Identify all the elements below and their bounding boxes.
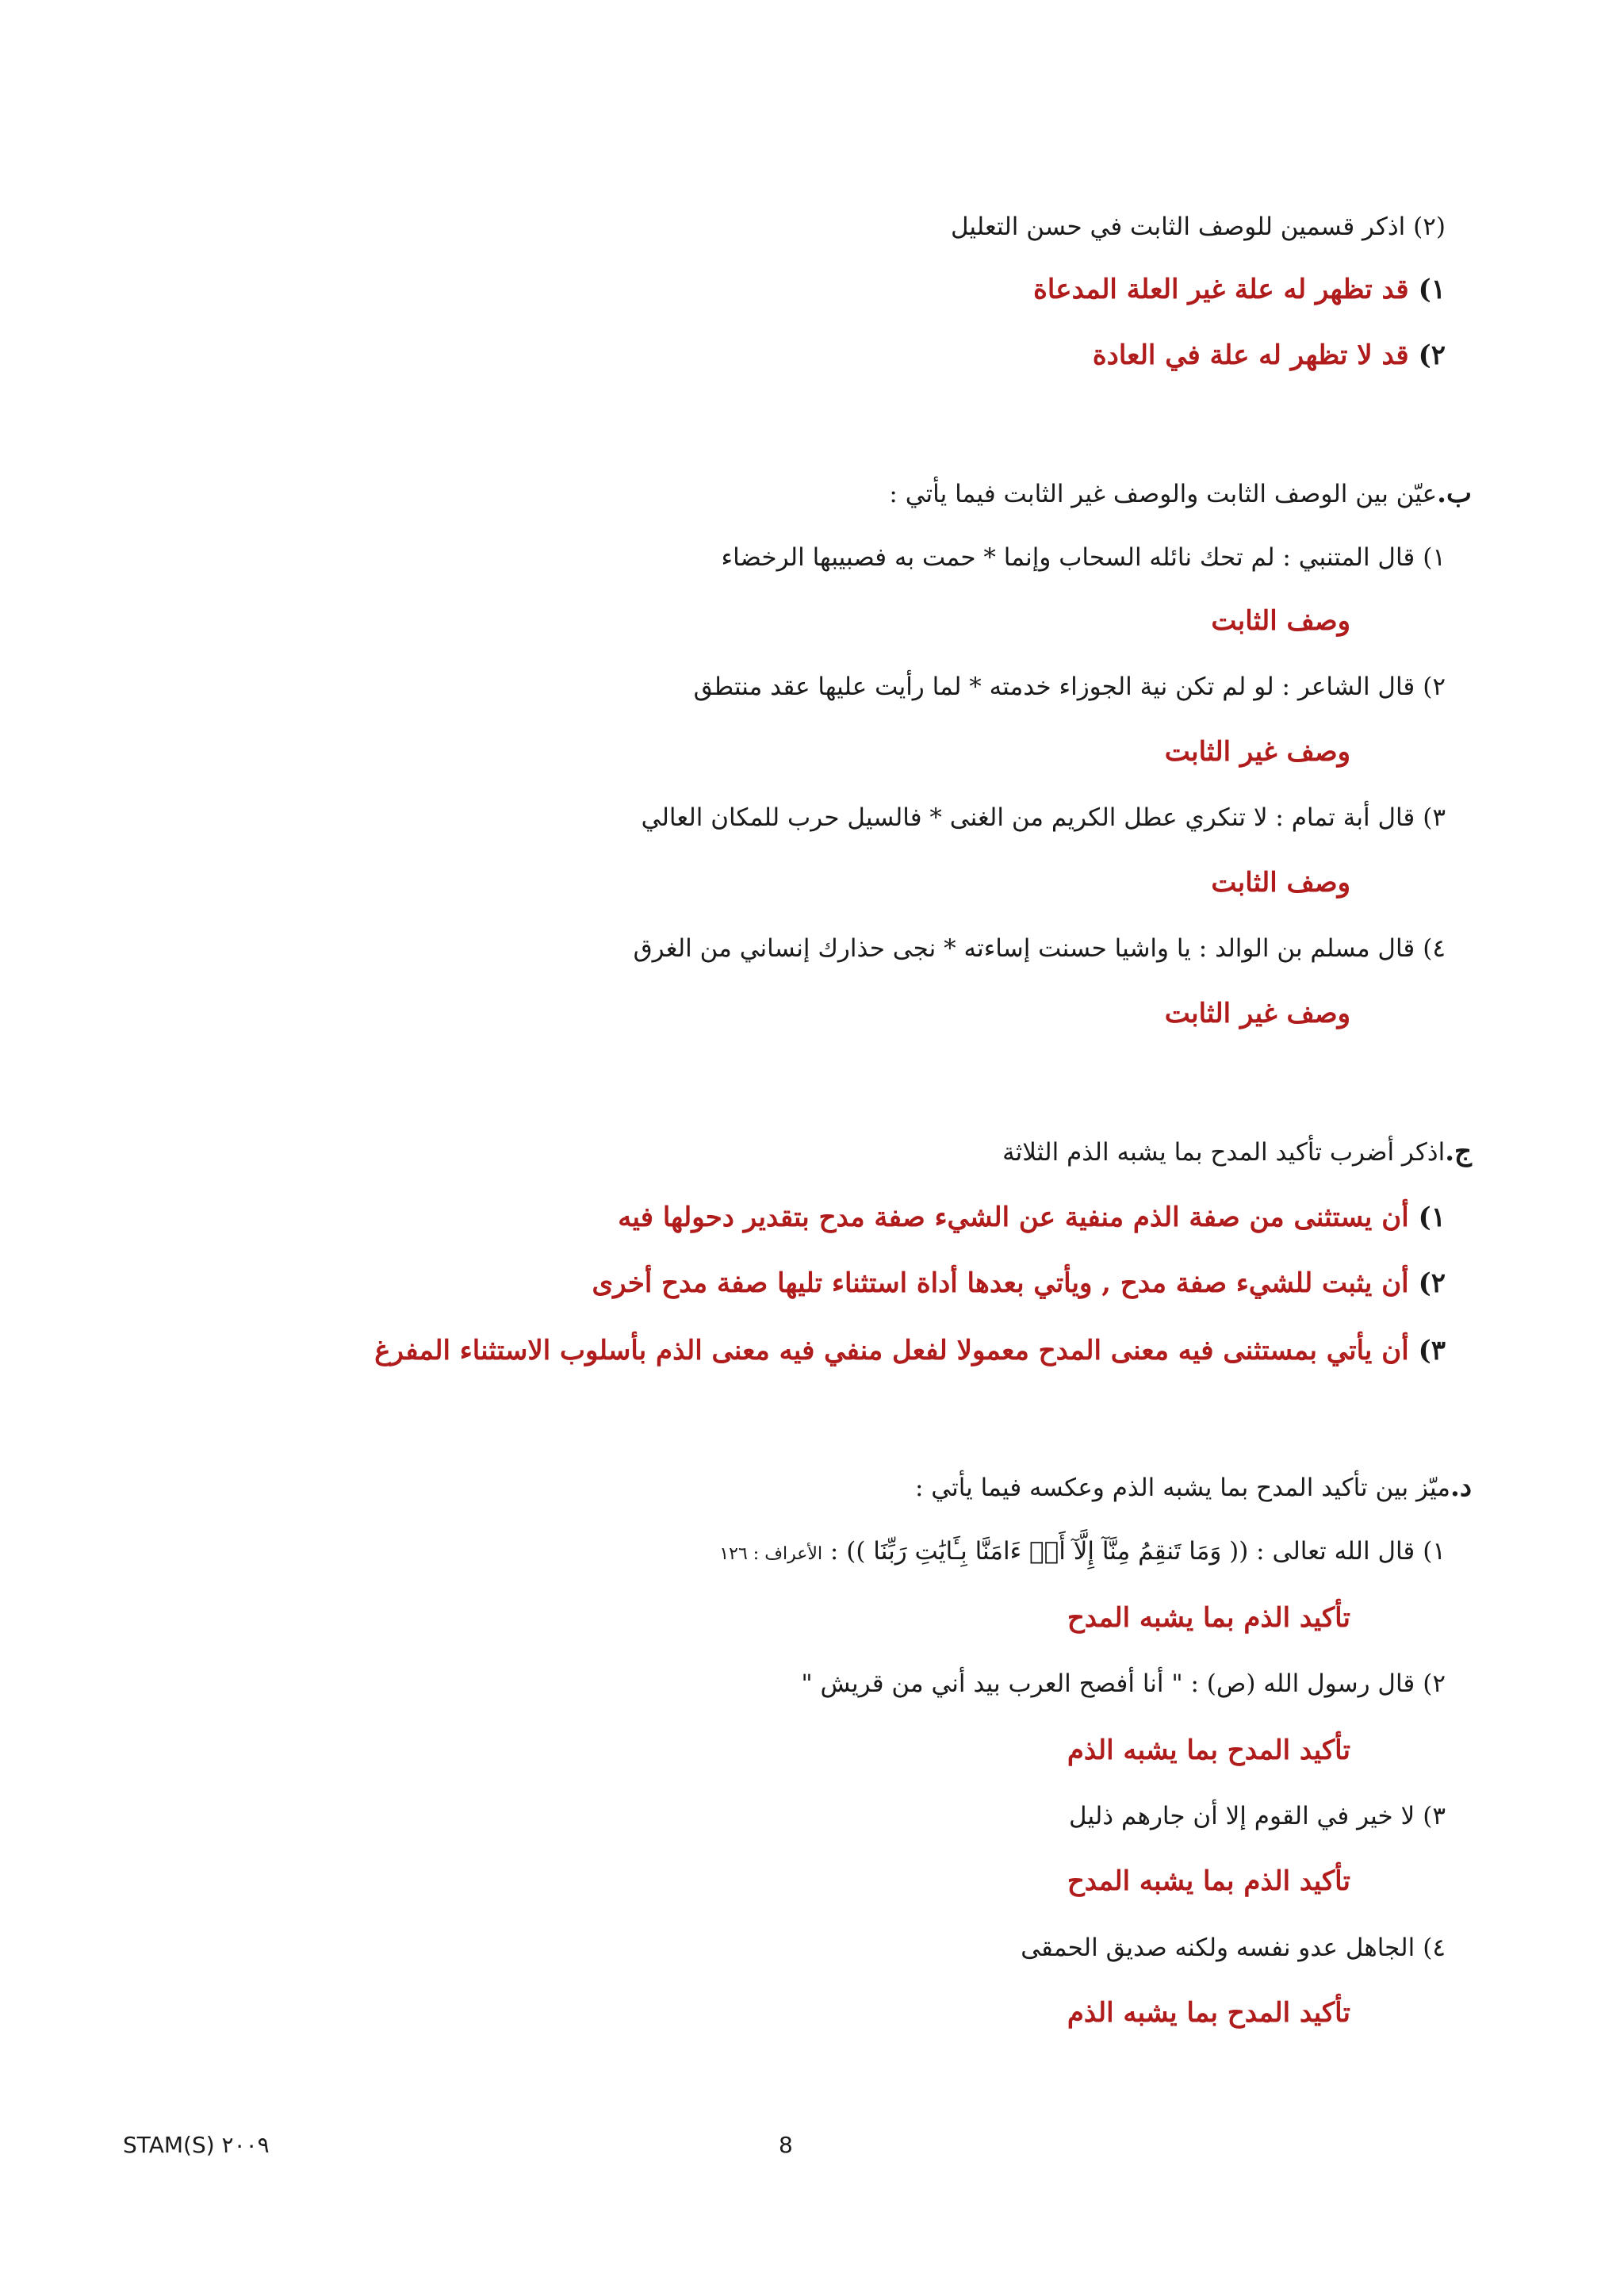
item-number: ١) — [1423, 543, 1446, 572]
answer-d-3: تأكيد الذم بما يشبه المدح — [1067, 1865, 1350, 1897]
question-c-heading — [1002, 1136, 1472, 1168]
answer-text: أن يستثنى من صفة الذم منفية عن الشيء صفة مدح بتقدير دحولها فيه — [618, 1202, 1409, 1233]
answer-c-3 — [374, 1335, 1446, 1367]
item-number: ٣) — [1423, 803, 1446, 832]
answer-d-4: تأكيد المدح بما يشبه الذم — [1067, 1997, 1350, 2029]
answer-c-1 — [618, 1202, 1446, 1234]
question-b-heading — [889, 477, 1472, 510]
question-b-3 — [642, 803, 1446, 833]
item-number: ٤) — [1423, 1934, 1446, 1962]
answer-b-2: وصف غير الثابت — [1164, 736, 1350, 768]
answer-number: ١) — [1418, 1202, 1446, 1233]
heading-text: اذكر أضرب تأكيد المدح بما يشبه الذم الثلاثة — [1002, 1138, 1446, 1167]
question-d-4 — [1021, 1934, 1446, 1963]
question-b-1 — [722, 543, 1446, 573]
item-number: ٢) — [1423, 1669, 1446, 1698]
question-b-2 — [694, 673, 1446, 702]
answer-b-1: وصف الثابت — [1211, 605, 1350, 637]
item-text: قال مسلم بن الوالد : يا واشيا حسنت إساءته * نجى حذارك إنساني من الغرق — [633, 934, 1415, 963]
item-text: قال أبة تمام : لا تنكري عطل الكريم من الغنى * فالسيل حرب للمكان العالي — [641, 803, 1415, 832]
item-text: قال المتنبي : لم تحك نائله السحاب وإنما * حمت به فصبيبها الرخضاء — [721, 543, 1415, 572]
answer-number: ٢) — [1418, 1267, 1446, 1299]
answer-a2-1 — [1033, 274, 1446, 306]
quran-reference: الأعراف : ١٢٦ — [719, 1544, 823, 1564]
question-b-4 — [634, 934, 1446, 964]
item-text: قال الشاعر : لو لم تكن نية الجوزاء خدمته * لما رأيت عليها عقد منتطق — [693, 673, 1415, 701]
answer-text: قد لا تظهر له علة في العادة — [1092, 339, 1409, 371]
answer-a2-2 — [1093, 339, 1446, 372]
item-number: ٤) — [1423, 934, 1446, 963]
item-number: ٣) — [1423, 1802, 1446, 1830]
answer-d-1: تأكيد الذم بما يشبه المدح — [1067, 1602, 1350, 1634]
answer-b-4: وصف غير الثابت — [1164, 998, 1350, 1029]
question-d-3 — [1069, 1802, 1446, 1831]
section-letter: ب. — [1437, 477, 1472, 509]
question-d-heading — [915, 1471, 1472, 1504]
answer-text: أن يأتي بمستثنى فيه معنى المدح معمولا لفعل منفي فيه معنى الذم بأسلوب الاستثناء المفرغ — [374, 1335, 1409, 1366]
item-text: قال رسول الله (ص) : " أنا أفصح العرب بيد أني من قريش " — [801, 1669, 1415, 1698]
item-number: ١) — [1423, 1537, 1446, 1566]
item-number: ٢) — [1423, 673, 1446, 701]
answer-d-2: تأكيد المدح بما يشبه الذم — [1067, 1734, 1350, 1766]
heading-text: ميّز بين تأكيد المدح بما يشبه الذم وعكسه فيما يأتي : — [914, 1474, 1451, 1502]
answer-text: أن يثبت للشيء صفة مدح , ويأتي بعدها أداة استثناء تليها صفة مدح أخرى — [592, 1267, 1409, 1299]
answer-b-3: وصف الثابت — [1211, 867, 1350, 899]
answer-number: ٢) — [1418, 339, 1446, 371]
footer-exam-code: STAM(S) ٢٠٠٩ — [123, 2132, 270, 2158]
question-a2: (٢) اذكر قسمين للوصف الثابت في حسن التعليل — [950, 213, 1446, 241]
question-d-2 — [801, 1669, 1446, 1699]
page-number: 8 — [779, 2132, 793, 2158]
item-text: قال الله تعالى : (( وَمَا تَنقِمُ مِنَّآ إِلَّآ أَنۡ ءَامَنَّا بِـَٔايَٰتِ رَبِّنَا )) : — [829, 1537, 1415, 1566]
answer-c-2 — [592, 1267, 1446, 1300]
item-text: لا خير في القوم إلا أن جارهم ذليل — [1069, 1802, 1415, 1830]
answer-number: ٣) — [1418, 1335, 1446, 1366]
section-letter: ج. — [1445, 1136, 1472, 1167]
question-d-1 — [719, 1537, 1446, 1566]
heading-text: عيّن بين الوصف الثابت والوصف غير الثابت فيما يأتي : — [889, 480, 1438, 508]
section-letter: د. — [1450, 1471, 1472, 1503]
answer-text: قد تظهر له علة غير العلة المدعاة — [1033, 274, 1409, 305]
item-text: الجاهل عدو نفسه ولكنه صديق الحمقى — [1021, 1934, 1415, 1962]
answer-number: ١) — [1418, 274, 1446, 305]
